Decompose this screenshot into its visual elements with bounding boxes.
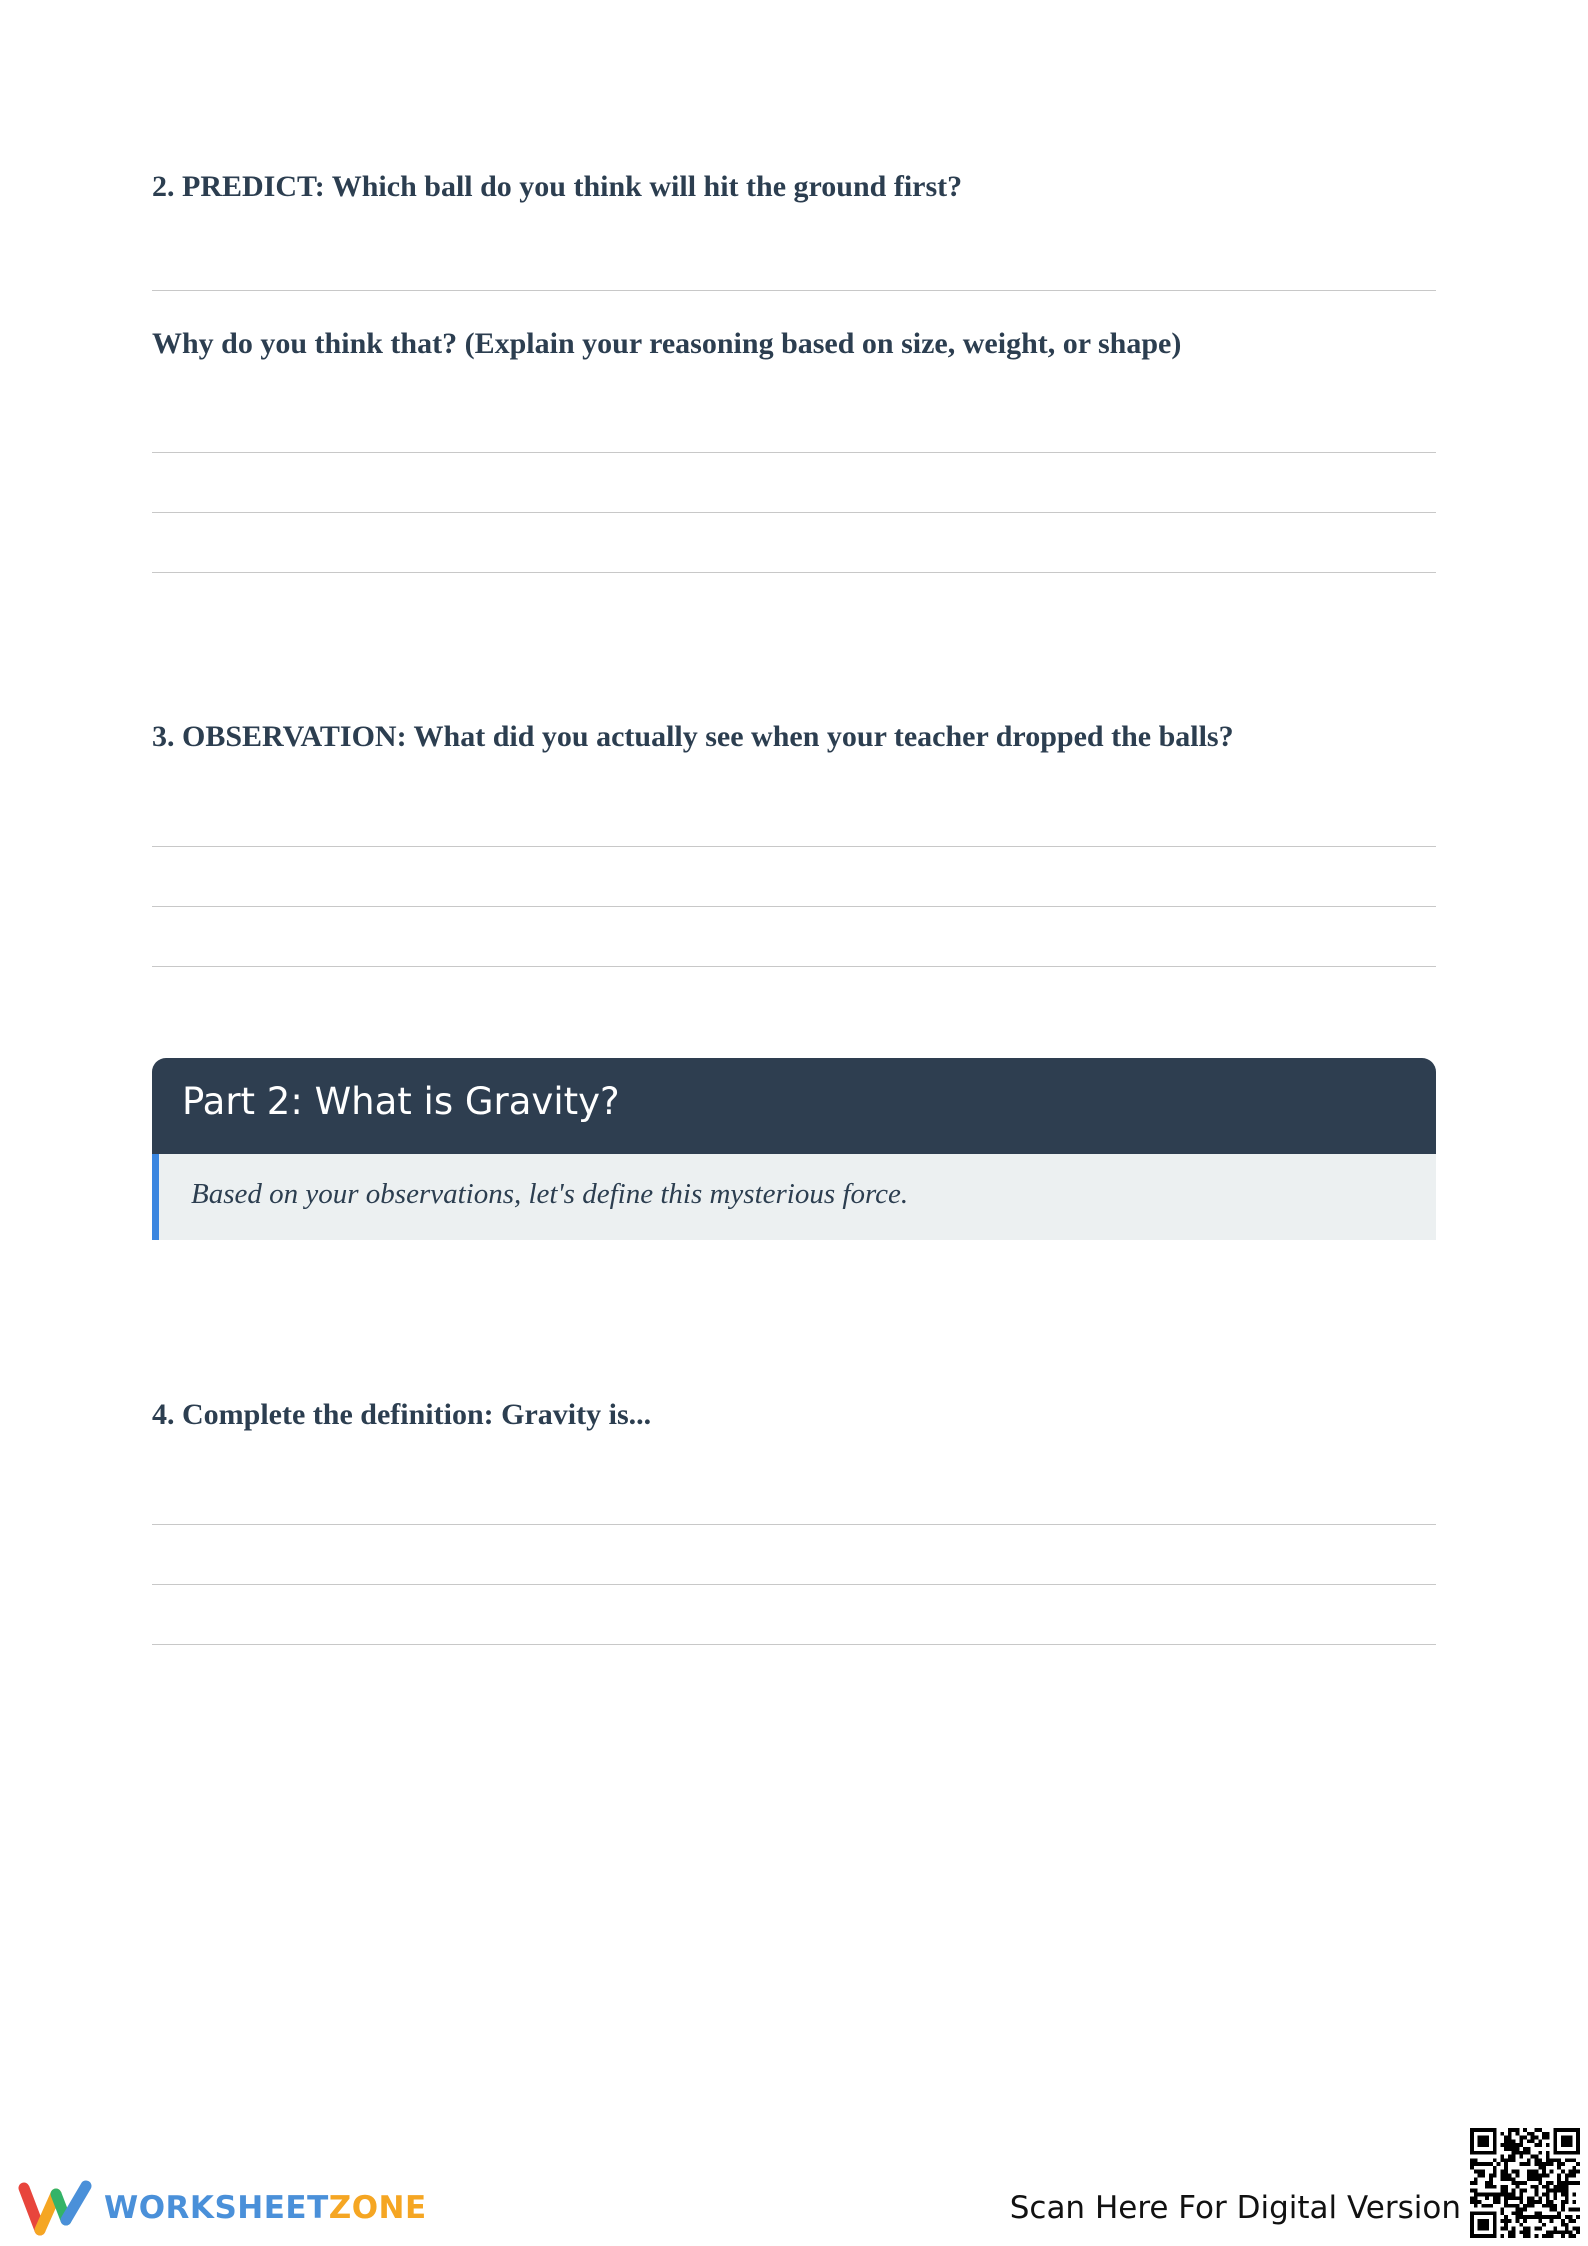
answer-line[interactable]: [152, 906, 1436, 907]
answer-line[interactable]: [152, 966, 1436, 967]
qr-code-icon[interactable]: [1470, 2128, 1580, 2238]
question-4-definition: 4. Complete the definition: Gravity is...: [152, 1398, 652, 1431]
brand-name: [104, 2190, 427, 2226]
question-2-reasoning: Why do you think that? (Explain your reasoning based on size, weight, or shape): [152, 327, 1182, 360]
answer-line[interactable]: [152, 512, 1436, 513]
part-2-note: [152, 1154, 1436, 1240]
answer-line[interactable]: [152, 572, 1436, 573]
answer-line[interactable]: [152, 1644, 1436, 1645]
worksheetzone-logo-icon: [18, 2180, 94, 2236]
part-2-title: Part 2: What is Gravity?: [182, 1080, 620, 1123]
question-3-observation: 3. OBSERVATION: What did you actually see when your teacher dropped the balls?: [152, 720, 1234, 753]
brand-name-part1: WORKSHEET: [104, 2190, 329, 2226]
question-2-predict: 2. PREDICT: Which ball do you think will hit the ground first?: [152, 170, 963, 203]
brand-name-part2: ZONE: [328, 2190, 427, 2226]
answer-line[interactable]: [152, 846, 1436, 847]
answer-line[interactable]: [152, 452, 1436, 453]
answer-line[interactable]: [152, 1584, 1436, 1585]
worksheetzone-logo: [18, 2180, 427, 2236]
scan-text: Scan Here For Digital Version: [1009, 2190, 1461, 2226]
part-2-header: [152, 1058, 1436, 1154]
answer-line[interactable]: [152, 1524, 1436, 1525]
answer-line[interactable]: [152, 290, 1436, 291]
part-2-note-text: Based on your observations, let's define this mysterious force.: [191, 1178, 909, 1210]
